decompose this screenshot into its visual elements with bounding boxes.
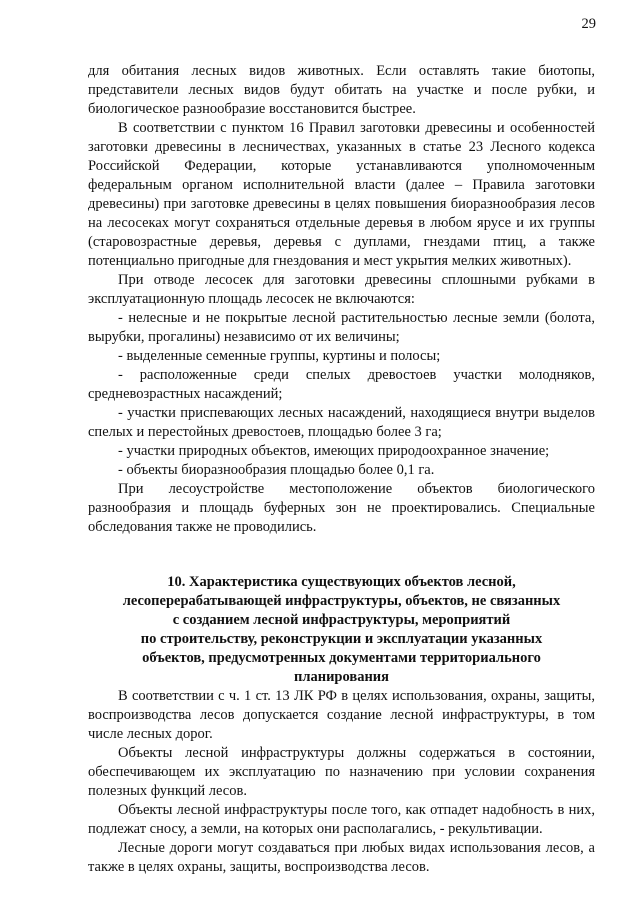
list-item-biodiversity-objects: - объекты биоразнообразия площадью более 0,1 га. bbox=[118, 462, 435, 478]
list-item-young-stands: - расположенные среди спелых древостоев участки молодняков, средневозрастных насаждений; bbox=[88, 367, 595, 402]
heading-line: с созданием лесной инфраструктуры, мероприятий bbox=[172, 612, 511, 628]
paragraph-demolition: Объекты лесной инфраструктуры после того, как отпадет надобность в них, подлежат сносу, а земли, на которых они располагались, - рекультивации. bbox=[88, 802, 595, 837]
paragraph-habitat: для обитания лесных видов животных. Если оставлять такие биотопы, представители лесных видов будут обитать на участке и после рубки, и биологическое разнообразие восстановится быстрее. bbox=[88, 63, 595, 117]
page-number: 29 bbox=[581, 16, 596, 32]
heading-line: планирования bbox=[293, 669, 390, 685]
heading-line: лесоперерабатывающей инфраструктуры, объектов, не связанных bbox=[122, 593, 561, 609]
paragraph-maintenance: Объекты лесной инфраструктуры должны содержаться в состоянии, обеспечивающем их эксплуатацию по назначению при условии сохранения полезных функций лесов. bbox=[88, 745, 595, 799]
paragraph-rules-16: В соответствии с пунктом 16 Правил заготовки древесины и особенностей заготовки древесины в лесничествах, указанных в статье 23 Лесного кодекса Российской Федерации, которые устанавливаются уполномоченным федеральным органом исполнительной власти (далее – Правила заготовки древесины) при заготовке древесины в целях повышения биоразнообразия лесов на лесосеках могут сохраняться отдельные деревья в любом ярусе и их группы (старовозрастные деревья, деревья с дуплами, гнездами птиц, а также потенциально пригодные для гнездования и мест укрытия мелких животных). bbox=[88, 120, 595, 269]
list-item-nonforest-lands: - нелесные и не покрытые лесной растительностью лесные земли (болота, вырубки, прогалины) независимо от их величины; bbox=[88, 310, 595, 345]
paragraph-forest-code: В соответствии с ч. 1 ст. 13 ЛК РФ в целях использования, охраны, защиты, воспроизводства лесов допускается создание лесной инфраструктуры, в том числе лесных дорог. bbox=[88, 688, 595, 742]
section-heading bbox=[88, 573, 595, 687]
page-content bbox=[88, 62, 595, 877]
list-item-natural-objects: - участки природных объектов, имеющих природоохранное значение; bbox=[118, 443, 550, 459]
paragraph-allotment: При отводе лесосек для заготовки древесины сплошными рубками в эксплуатационную площадь лесосек не включаются: bbox=[88, 272, 595, 307]
paragraph-forest-roads: Лесные дороги могут создаваться при любых видах использования лесов, а также в целях охраны, защиты, воспроизводства лесов. bbox=[88, 840, 595, 875]
heading-line: по строительству, реконструкции и эксплуатации указанных bbox=[140, 631, 543, 647]
list-item-maturing-stands: - участки приспевающих лесных насаждений, находящиеся внутри выделов спелых и перестойных древостоев, площадью более 3 га; bbox=[88, 405, 595, 440]
heading-line: объектов, предусмотренных документами территориального bbox=[142, 650, 541, 666]
paragraph-forest-inventory: При лесоустройстве местоположение объектов биологического разнообразия и площадь буферных зон не проектировались. Специальные обследования также не проводились. bbox=[88, 481, 595, 535]
list-item-seed-groups: - выделенные семенные группы, куртины и полосы; bbox=[118, 348, 441, 364]
heading-line: 10. Характеристика существующих объектов лесной, bbox=[167, 574, 516, 590]
